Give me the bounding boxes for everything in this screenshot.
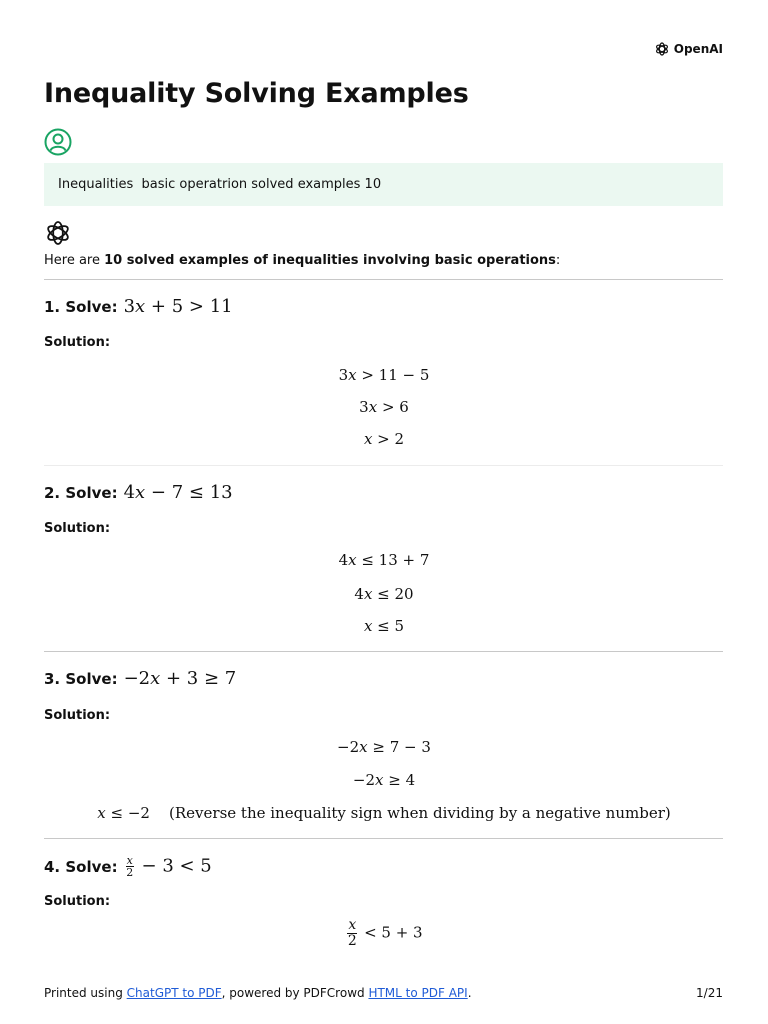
intro-prefix: Here are [44, 253, 105, 268]
example-3-problem: −2x + 3 ≥ 7 [123, 668, 237, 689]
example-2-step: 4x ≤ 13 + 7 [338, 551, 430, 569]
chatgpt-to-pdf-link[interactable]: ChatGPT to PDF [126, 986, 222, 1000]
example-3-note: (Reverse the inequality sign when dividing by a negative number) [169, 804, 671, 822]
example-3-step: x ≤ −2 (Reverse the inequality sign when dividing by a negative number) [97, 804, 671, 822]
solve-label: Solve: [65, 857, 118, 876]
brand-name: OpenAI [673, 42, 723, 56]
example-4-heading [44, 855, 212, 878]
solve-label: Solve: [65, 298, 118, 316]
example-number: 3. [44, 670, 61, 688]
example-2-heading [44, 482, 233, 503]
footer-text [44, 986, 472, 1000]
intro-suffix: : [555, 253, 561, 268]
example-2-step: 4x ≤ 20 [354, 585, 414, 603]
openai-logo-icon [654, 41, 670, 57]
html-to-pdf-api-link[interactable]: HTML to PDF API [368, 986, 468, 1000]
example-3-step: −2x ≥ 7 − 3 [337, 738, 431, 756]
page-number: 1/21 [696, 986, 723, 1000]
intro-bold: 10 solved examples of inequalities involving basic operations [104, 253, 556, 268]
example-2-step: x ≤ 5 [363, 617, 405, 635]
footer [44, 986, 723, 1000]
solve-label: Solve: [65, 670, 118, 688]
footer-suffix: . [467, 986, 472, 1000]
example-1-problem: 3x + 5 > 11 [123, 296, 233, 317]
example-3-step: −2x ≥ 4 [352, 771, 416, 789]
user-prompt: Inequalities basic operatrion solved examples 10 [44, 163, 723, 206]
brand-logo [654, 41, 723, 57]
example-2-problem: 4x − 7 ≤ 13 [123, 482, 233, 503]
divider [44, 465, 723, 466]
example-4-problem: $\frac{x}{2}$ − 3 < 5 [126, 854, 212, 879]
divider [44, 838, 723, 839]
example-1-step: 3x > 6 [359, 398, 409, 416]
solution-label: Solution: [44, 521, 111, 536]
example-number: 1. [44, 298, 61, 316]
example-number: 4. [44, 857, 61, 876]
user-avatar-icon [44, 128, 72, 156]
example-4-step: $\frac{x}{2}$ < 5 + 3 [347, 917, 423, 949]
example-1-heading [44, 296, 233, 317]
footer-prefix: Printed using [44, 986, 127, 1000]
example-1-step: x > 2 [363, 430, 405, 448]
solution-label: Solution: [44, 894, 111, 909]
chatgpt-logo-icon [44, 219, 72, 247]
example-number: 2. [44, 484, 61, 502]
divider [44, 651, 723, 652]
solution-label: Solution: [44, 335, 111, 350]
page-title: Inequality Solving Examples [44, 78, 469, 109]
intro-text [44, 253, 560, 268]
example-3-heading [44, 668, 236, 689]
example-1-step: 3x > 11 − 5 [338, 366, 430, 384]
solution-label: Solution: [44, 708, 111, 723]
solve-label: Solve: [65, 484, 118, 502]
footer-middle: , powered by PDFCrowd [221, 986, 369, 1000]
divider [44, 279, 723, 280]
